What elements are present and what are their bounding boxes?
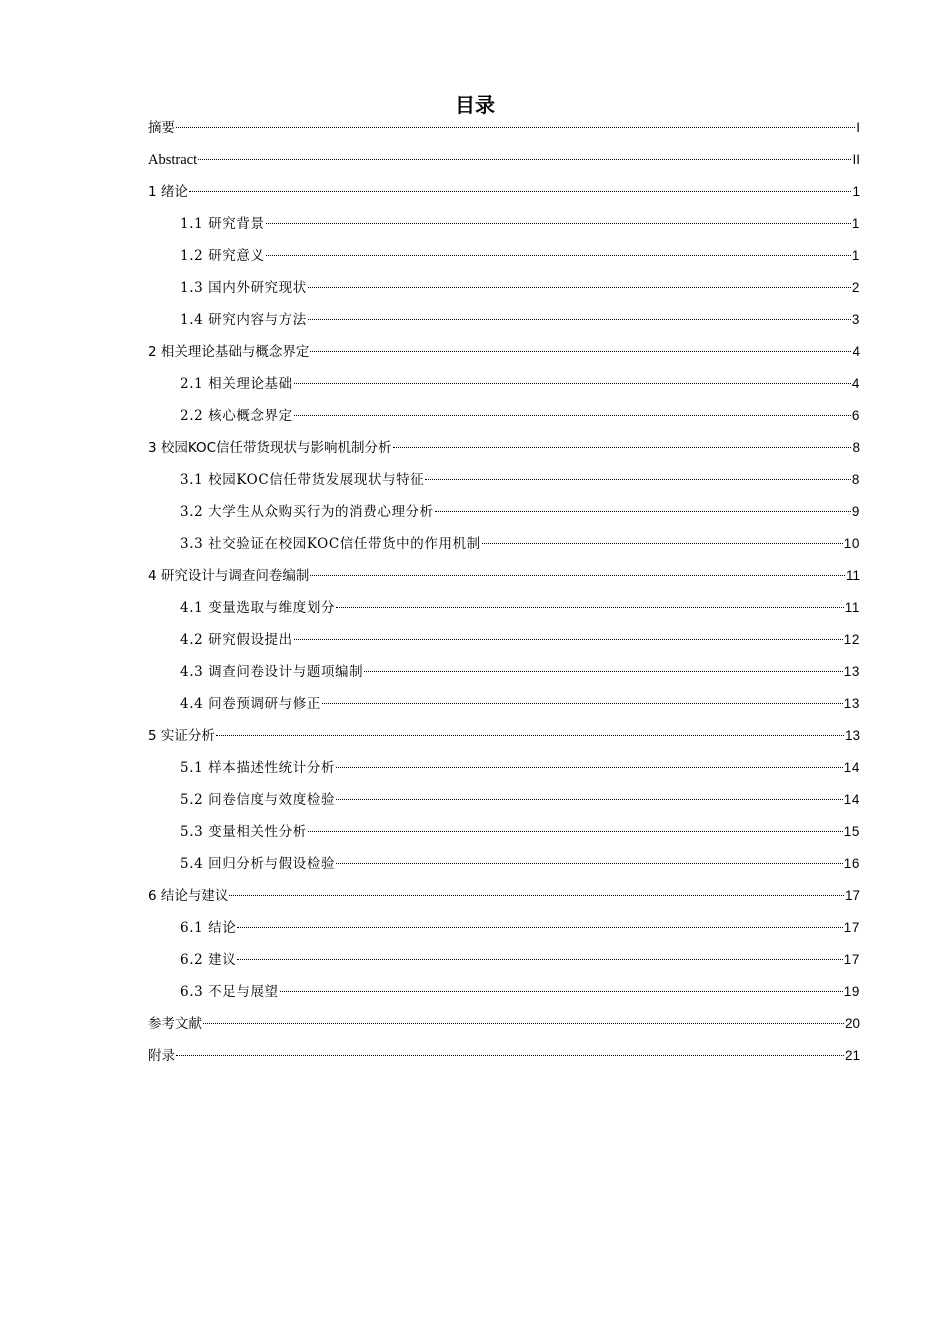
- toc-dot-leader: [189, 191, 852, 192]
- toc-entry[interactable]: [148, 720, 860, 752]
- toc-entry-page-number: 4: [852, 344, 860, 359]
- toc-entry-title: 5.2 问卷信度与效度检验: [180, 792, 336, 808]
- toc-entry-page-number: 9: [851, 504, 860, 519]
- toc-entry[interactable]: [148, 688, 860, 720]
- toc-entry[interactable]: [148, 112, 860, 144]
- toc-dot-leader: [435, 511, 851, 512]
- toc-entry-title: 2 相关理论基础与概念界定: [148, 344, 310, 360]
- toc-dot-leader: [294, 383, 851, 384]
- toc-entry[interactable]: [148, 560, 860, 592]
- toc-entry-page-number: 16: [843, 856, 860, 871]
- toc-entry-page-number: 13: [844, 728, 860, 743]
- toc-entry-page-number: 4: [851, 376, 860, 391]
- toc-dot-leader: [482, 543, 843, 544]
- toc-entry-page-number: 6: [851, 408, 860, 423]
- toc-entry[interactable]: [148, 368, 860, 400]
- toc-entry[interactable]: [148, 592, 860, 624]
- toc-entry-title: 5 实证分析: [148, 728, 215, 744]
- page-title: 目录: [455, 93, 495, 117]
- toc-entry-title: 1.2 研究意义: [180, 248, 265, 264]
- toc-entry[interactable]: [148, 336, 860, 368]
- toc-entry-title: 5.3 变量相关性分析: [180, 824, 307, 840]
- toc-entry[interactable]: [148, 240, 860, 272]
- toc-entry-title: 6.1 结论: [180, 920, 237, 936]
- toc-dot-leader: [308, 319, 851, 320]
- toc-entry[interactable]: [148, 912, 860, 944]
- toc-entry-page-number: 20: [844, 1016, 860, 1031]
- toc-entry-page-number: 8: [851, 472, 860, 487]
- toc-dot-leader: [203, 1023, 844, 1024]
- toc-dot-leader: [336, 799, 843, 800]
- toc-entry[interactable]: [148, 528, 860, 560]
- toc-entry[interactable]: [148, 816, 860, 848]
- toc-dot-leader: [336, 607, 844, 608]
- toc-entry-page-number: 17: [843, 920, 860, 935]
- toc-entry[interactable]: [148, 464, 860, 496]
- toc-entry-page-number: 10: [843, 536, 860, 551]
- toc-entry[interactable]: [148, 848, 860, 880]
- toc-entry[interactable]: [148, 752, 860, 784]
- toc-entry-page-number: 1: [851, 248, 860, 263]
- toc-entry[interactable]: [148, 624, 860, 656]
- toc-dot-leader: [425, 479, 851, 480]
- toc-entry-title: 4.3 调查问卷设计与题项编制: [180, 664, 364, 680]
- toc-entry-page-number: 14: [843, 760, 860, 775]
- toc-entry-title: 5.4 回归分析与假设检验: [180, 856, 336, 872]
- toc-entry-page-number: 14: [843, 792, 860, 807]
- toc-entry[interactable]: [148, 208, 860, 240]
- toc-dot-leader: [176, 127, 855, 128]
- table-of-contents: [148, 112, 860, 1072]
- toc-entry-page-number: 11: [844, 600, 860, 615]
- toc-entry-page-number: 1: [852, 184, 860, 199]
- toc-entry[interactable]: [148, 880, 860, 912]
- toc-entry[interactable]: [148, 176, 860, 208]
- toc-entry[interactable]: [148, 144, 860, 176]
- toc-entry-title: 1.4 研究内容与方法: [180, 312, 307, 328]
- toc-dot-leader: [364, 671, 843, 672]
- toc-entry-page-number: 13: [843, 664, 860, 679]
- toc-dot-leader: [308, 831, 843, 832]
- toc-dot-leader: [310, 575, 845, 576]
- toc-entry-page-number: 15: [843, 824, 860, 839]
- toc-entry[interactable]: [148, 304, 860, 336]
- toc-dot-leader: [237, 959, 842, 960]
- toc-entry-title: 5.1 样本描述性统计分析: [180, 760, 336, 776]
- toc-dot-leader: [266, 255, 851, 256]
- toc-entry[interactable]: [148, 1008, 860, 1040]
- toc-entry-title: 4.2 研究假设提出: [180, 632, 293, 648]
- toc-entry-page-number: 17: [843, 952, 860, 967]
- toc-entry[interactable]: [148, 976, 860, 1008]
- toc-entry-title: Abstract: [148, 152, 198, 168]
- toc-entry-title: 3 校园KOC信任带货现状与影响机制分析: [148, 440, 392, 456]
- toc-entry-page-number: I: [856, 120, 860, 135]
- toc-entry[interactable]: [148, 784, 860, 816]
- toc-entry-title: 附录: [148, 1048, 175, 1064]
- toc-entry-page-number: 13: [843, 696, 860, 711]
- toc-entry-title: 6.3 不足与展望: [180, 984, 279, 1000]
- toc-dot-leader: [294, 639, 843, 640]
- toc-entry-title: 4 研究设计与调查问卷编制: [148, 568, 310, 584]
- toc-dot-leader: [176, 1055, 844, 1056]
- toc-entry-page-number: 3: [851, 312, 860, 327]
- toc-entry-title: 1 绪论: [148, 184, 188, 200]
- toc-entry-title: 摘要: [148, 120, 175, 136]
- toc-entry-page-number: 8: [852, 440, 860, 455]
- toc-entry-title: 1.1 研究背景: [180, 216, 265, 232]
- toc-dot-leader: [229, 895, 844, 896]
- toc-dot-leader: [280, 991, 843, 992]
- toc-entry[interactable]: [148, 400, 860, 432]
- toc-dot-leader: [393, 447, 852, 448]
- toc-entry-title: 3.3 社交验证在校园KOC信任带货中的作用机制: [180, 536, 481, 552]
- toc-entry[interactable]: [148, 944, 860, 976]
- toc-entry-page-number: 19: [843, 984, 860, 999]
- toc-entry[interactable]: [148, 272, 860, 304]
- toc-entry-title: 6 结论与建议: [148, 888, 229, 904]
- toc-entry-title: 2.2 核心概念界定: [180, 408, 293, 424]
- toc-entry-page-number: 17: [844, 888, 860, 903]
- toc-entry-title: 3.1 校园KOC信任带货发展现状与特征: [180, 472, 425, 488]
- toc-entry[interactable]: [148, 656, 860, 688]
- toc-dot-leader: [308, 287, 851, 288]
- toc-entry-title: 2.1 相关理论基础: [180, 376, 293, 392]
- toc-entry-title: 6.2 建议: [180, 952, 237, 968]
- toc-entry-page-number: 1: [851, 216, 860, 231]
- toc-entry-title: 4.1 变量选取与维度划分: [180, 600, 336, 616]
- toc-entry-title: 参考文献: [148, 1016, 202, 1032]
- toc-entry-page-number: 2: [851, 280, 860, 295]
- toc-entry-page-number: 21: [844, 1048, 860, 1063]
- toc-entry[interactable]: [148, 1040, 860, 1072]
- toc-dot-leader: [336, 767, 843, 768]
- toc-dot-leader: [310, 351, 851, 352]
- toc-dot-leader: [198, 159, 851, 160]
- toc-entry[interactable]: [148, 432, 860, 464]
- toc-dot-leader: [237, 927, 842, 928]
- toc-entry[interactable]: [148, 496, 860, 528]
- toc-dot-leader: [322, 703, 843, 704]
- toc-entry-title: 4.4 问卷预调研与修正: [180, 696, 321, 712]
- toc-entry-page-number: II: [852, 152, 860, 167]
- toc-entry-title: 1.3 国内外研究现状: [180, 280, 307, 296]
- toc-entry-title: 3.2 大学生从众购买行为的消费心理分析: [180, 504, 434, 520]
- toc-entry-page-number: 11: [845, 568, 860, 583]
- toc-dot-leader: [216, 735, 844, 736]
- toc-dot-leader: [336, 863, 843, 864]
- toc-dot-leader: [294, 415, 851, 416]
- toc-entry-page-number: 12: [843, 632, 860, 647]
- toc-dot-leader: [266, 223, 851, 224]
